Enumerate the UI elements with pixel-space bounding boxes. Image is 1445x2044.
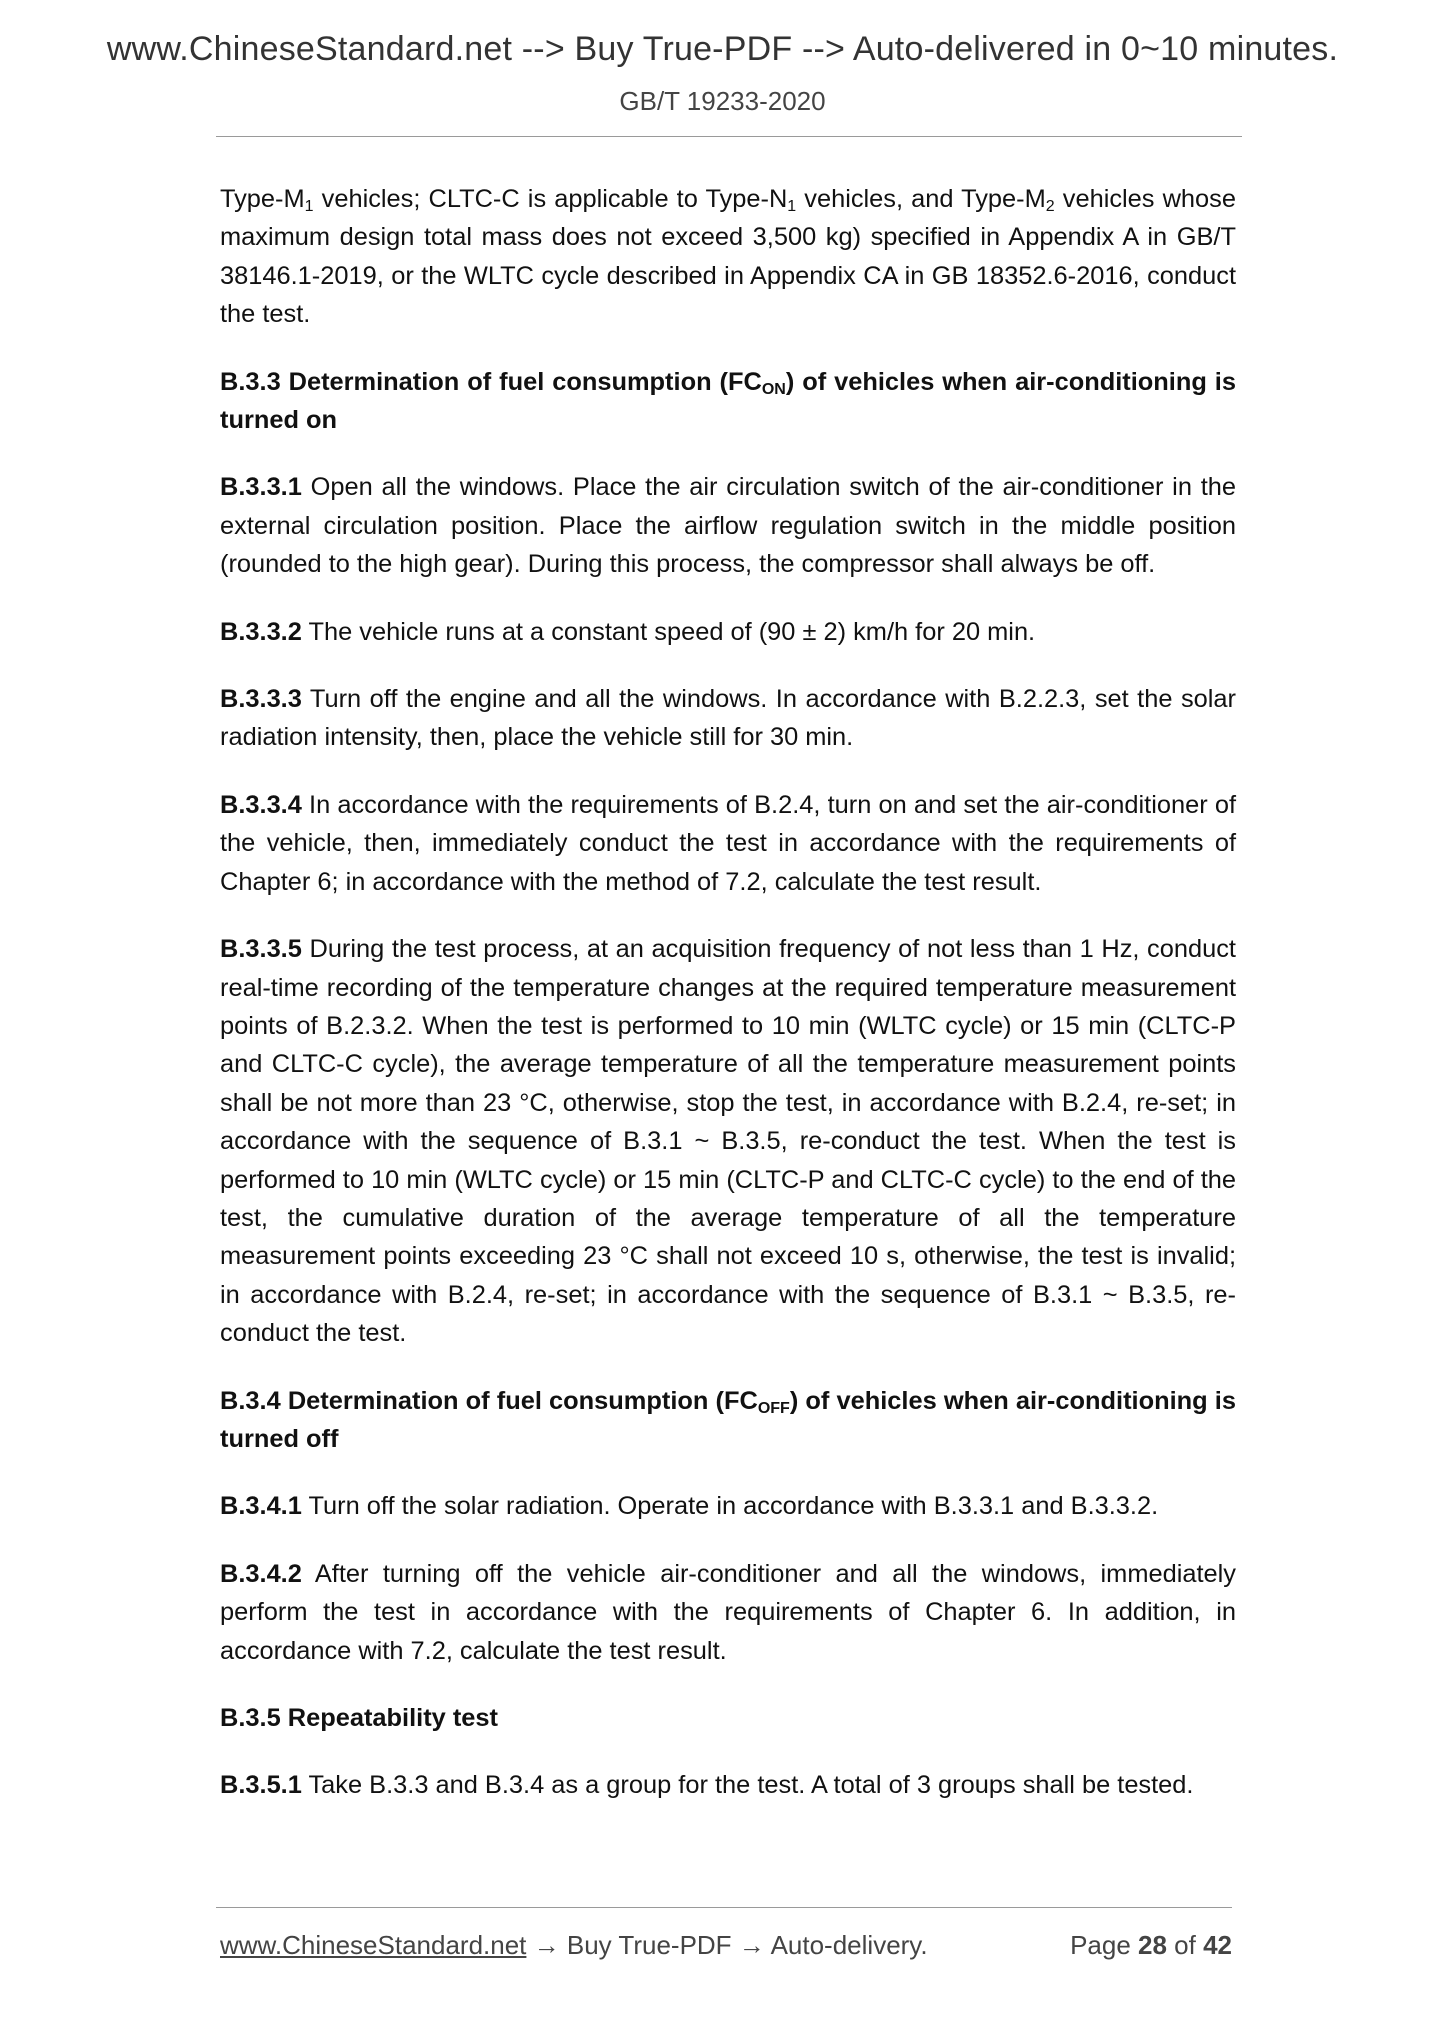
clause-number: B.3.4.1 [220,1492,302,1521]
page-indicator: Page 28 of 42 [1070,1930,1232,1960]
current-page: 28 [1138,1930,1167,1960]
site-link[interactable]: www.ChineseStandard.net [220,1930,527,1960]
footer-promo: www.ChineseStandard.net → Buy True-PDF → Auto-delivery. [220,1930,928,1960]
page-content [220,180,1236,1834]
paragraph-intro: Type-$M_1$ vehicles; CLTC-C is applicable to Type-$N_1$ vehicles, and Type-$M_2$ vehicles whose maximum design total mass does not exceed 3,500 kg) specified in Appendix A in GB/T 38146.1-2019, or the WLTC cycle described in Appendix CA in GB 18352.6-2016, conduct the test. [220,185,1236,329]
clause-number: B.3.3.1 [220,473,302,502]
page-footer [220,1930,1232,1970]
heading-b-3-5: B.3.5 Repeatability test [220,1704,498,1732]
clause-b-3-4-2: B.3.4.2 After turning off the vehicle air-conditioner and all the windows, immediately perform the test in accordance with the requirements of Chapter 6. In addition, in accordance with 7.2, calculate the test result. [220,1559,1236,1665]
header-rule [216,136,1242,137]
total-pages: 42 [1203,1930,1232,1960]
clause-b-3-4-1: B.3.4.1 Turn off the solar radiation. Operate in accordance with B.3.3.1 and B.3.3.2. [220,1492,1159,1521]
heading-b-3-3: B.3.3 Determination of fuel consumption $(FC_{ON})$ of vehicles when air-conditioning is turned on [220,367,1236,435]
clause-number: B.3.5.1 [220,1771,302,1800]
clause-b-3-3-4: B.3.3.4 In accordance with the requirements of B.2.4, turn on and set the air-conditioner of the vehicle, then, immediately conduct the test in accordance with the requirements of Chapter 6; in accordance with the method of 7.2, calculate the test result. [220,790,1236,896]
clause-b-3-3-3: B.3.3.3 Turn off the engine and all the windows. In accordance with B.2.2.3, set the solar radiation intensity, then, place the vehicle still for 30 min. [220,685,1236,752]
document-id: GB/T 19233-2020 [619,86,826,116]
clause-number: B.3.3.2 [220,617,302,646]
clause-number: B.3.3.4 [220,790,302,819]
clause-b-3-3-5: B.3.3.5 During the test process, at an acquisition frequency of not less than 1 Hz, conduct real-time recording of the temperature changes at the required temperature measurement points of B.2.3.2. When the test is performed to 10 min (WLTC cycle) or 15 min (CLTC-P and CLTC-C cycle), the average temperature of all the temperature measurement points shall be not more than 23 °C, otherwise, stop the test, in accordance with B.2.4, re-set; in accordance with the sequence of B.3.1 ~ B.3.5, re-conduct the test. When the test is performed to 10 min (WLTC cycle) or 15 min (CLTC-P and CLTC-C cycle) to the end of the test, the cumulative duration of the average temperature of all the temperature measurement points exceeding 23 °C shall not exceed 10 s, otherwise, the test is invalid; in accordance with B.2.4, re-set; in accordance with the sequence of B.3.1 ~ B.3.5, re-conduct the test. [220,935,1236,1348]
clause-b-3-5-1: B.3.5.1 Take B.3.3 and B.3.4 as a group for the test. A total of 3 groups shall be tested. [220,1771,1194,1800]
clause-b-3-3-1: B.3.3.1 Open all the windows. Place the air circulation switch of the air-conditioner in the external circulation position. Place the airflow regulation switch in the middle position (rounded to the high gear). During this process, the compressor shall always be off. [220,473,1236,579]
heading-b-3-4: B.3.4 Determination of fuel consumption $(FC_{OFF})$ of vehicles when air-conditioning is turned off [220,1386,1236,1453]
site-banner: www.ChineseStandard.net --> Buy True-PDF --> Auto-delivered in 0~10 minutes. [106,30,1339,68]
clause-b-3-3-2: B.3.3.2 The vehicle runs at a constant speed of (90 ± 2) km/h for 20 min. [220,617,1036,646]
footer-rule [216,1907,1232,1908]
clause-number: B.3.4.2 [220,1559,302,1588]
clause-number: B.3.3.3 [220,685,302,714]
clause-number: B.3.3.5 [220,935,302,964]
